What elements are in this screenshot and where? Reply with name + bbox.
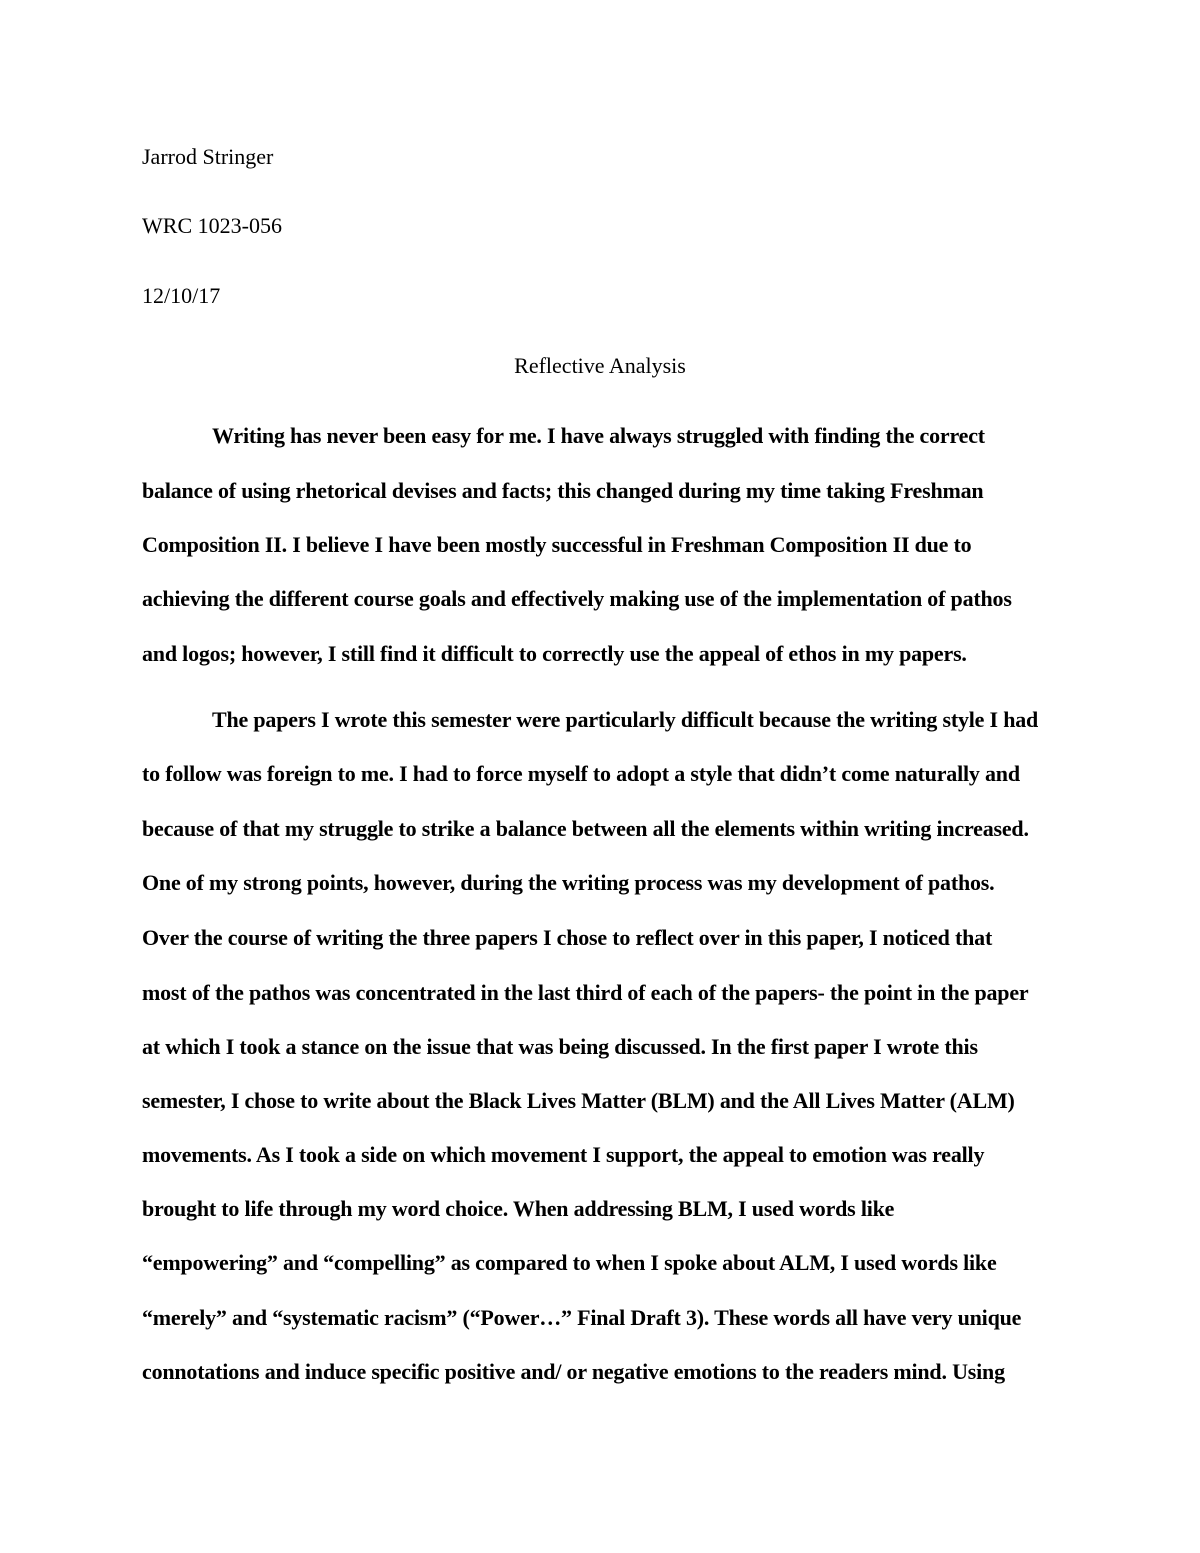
paragraph-2-line-4: One of my strong points, however, during the writing process was my development of pathos. (142, 870, 995, 895)
paragraph-2-line-9: movements. As I took a side on which movement I support, the appeal to emotion was really (142, 1142, 985, 1167)
paragraph-2-line-8: semester, I chose to write about the Black Lives Matter (BLM) and the All Lives Matter (ALM) (142, 1088, 1015, 1113)
paragraph-1-line-5: and logos; however, I still find it difficult to correctly use the appeal of ethos in my papers. (142, 641, 967, 666)
paragraph-2-line-11: “empowering” and “compelling” as compared to when I spoke about ALM, I used words like (142, 1250, 997, 1275)
paragraph-1-line-3: Composition II. I believe I have been mostly successful in Freshman Composition II due to (142, 532, 972, 557)
author-name: Jarrod Stringer (142, 144, 274, 169)
paragraph-1-line-1: Writing has never been easy for me. I have always struggled with finding the correct (212, 423, 985, 448)
paragraph-1-line-4: achieving the different course goals and effectively making use of the implementation of pathos (142, 586, 1012, 611)
paragraph-2-line-13: connotations and induce specific positive and/ or negative emotions to the readers mind. Using (142, 1359, 1005, 1384)
document-title: Reflective Analysis (514, 353, 686, 378)
paragraph-2-line-1: The papers I wrote this semester were particularly difficult because the writing style I had (212, 707, 1039, 732)
course-code: WRC 1023-056 (142, 213, 282, 238)
paragraph-2-line-3: because of that my struggle to strike a balance between all the elements within writing increased. (142, 816, 1029, 841)
paragraph-2-line-7: at which I took a stance on the issue that was being discussed. In the first paper I wrote this (142, 1034, 978, 1059)
paragraph-2-line-2: to follow was foreign to me. I had to force myself to adopt a style that didn’t come naturally and (142, 761, 1020, 786)
paragraph-2-line-5: Over the course of writing the three papers I chose to reflect over in this paper, I noticed that (142, 925, 993, 950)
paragraph-2-line-10: brought to life through my word choice. When addressing BLM, I used words like (142, 1196, 895, 1221)
paragraph-2-line-12: “merely” and “systematic racism” (“Power…” Final Draft 3). These words all have very unique (142, 1305, 1022, 1330)
paragraph-1-line-2: balance of using rhetorical devises and facts; this changed during my time taking Freshman (142, 478, 984, 503)
document-date: 12/10/17 (142, 283, 221, 308)
paragraph-2-line-6: most of the pathos was concentrated in the last third of each of the papers- the point in the paper (142, 980, 1029, 1005)
